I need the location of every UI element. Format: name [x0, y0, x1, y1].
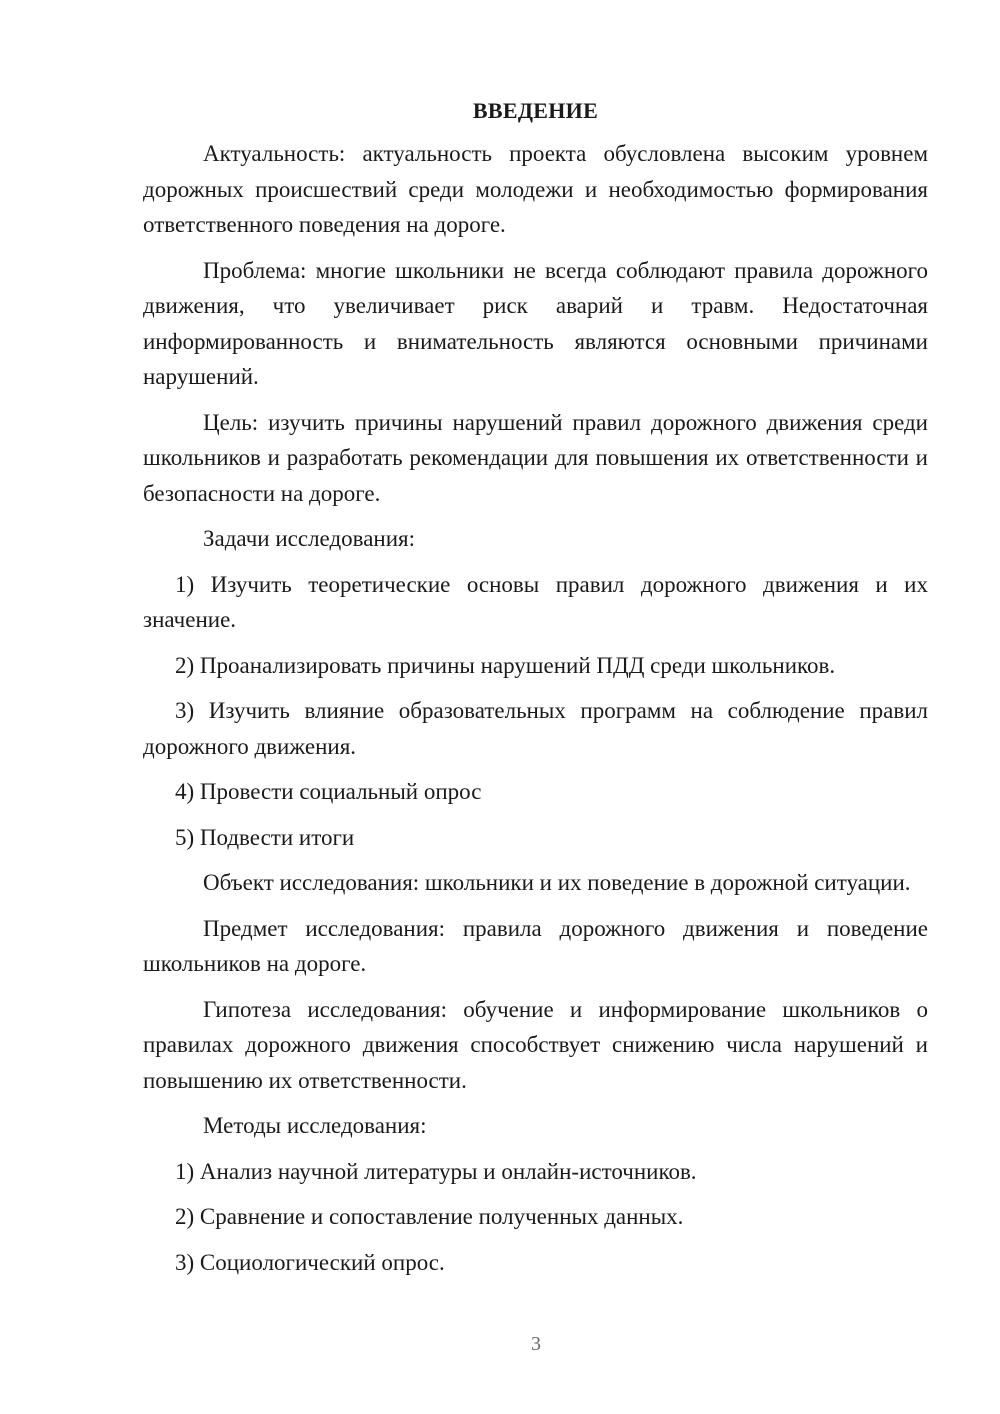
method-item-2: 2) Сравнение и сопоставление полученных данных. — [175, 1204, 684, 1229]
document-page — [143, 96, 928, 1290]
relevance-paragraph: Актуальность: актуальность проекта обусловлена высоким уровнем дорожных происшествий среди молодежи и необходимостью формирования ответственного поведения на дороге. — [143, 141, 928, 237]
section-title: ВВЕДЕНИЕ — [472, 98, 599, 123]
method-item-1: 1) Анализ научной литературы и онлайн-источников. — [175, 1158, 697, 1184]
goal-paragraph: Цель: изучить причины нарушений правил дорожного движения среди школьников и разработать рекомендации для повышения их ответственности и безопасности на дороге. — [143, 409, 928, 506]
subject-paragraph: Предмет исследования: правила дорожного движения и поведение школьников на дороге. — [143, 915, 928, 976]
object-paragraph: Объект исследования: школьники и их поведение в дорожной ситуации. — [203, 870, 911, 895]
method-item-3: 3) Социологический опрос. — [175, 1249, 445, 1275]
task-item-5: 5) Подвести итоги — [175, 824, 355, 850]
problem-paragraph: Проблема: многие школьники не всегда соблюдают правила дорожного движения, что увеличивает риск аварий и травм. Недостаточная информированность и внимательность являются основными причинами нарушений. — [143, 257, 928, 389]
task-item-1: 1) Изучить теоретические основы правил дорожного движения и их значение. — [143, 571, 928, 632]
task-item-3: 3) Изучить влияние образовательных программ на соблюдение правил дорожного движения. — [143, 698, 928, 759]
methods-heading: Методы исследования: — [203, 1113, 427, 1138]
task-item-4: 4) Провести социальный опрос — [175, 779, 482, 804]
page-number: 3 — [531, 1333, 541, 1355]
tasks-heading: Задачи исследования: — [203, 526, 416, 551]
task-item-2: 2) Проанализировать причины нарушений ПДД среди школьников. — [175, 652, 836, 678]
hypothesis-paragraph: Гипотеза исследования: обучение и информирование школьников о правилах дорожного движения способствует снижению числа нарушений и повышению их ответственности. — [143, 996, 928, 1093]
